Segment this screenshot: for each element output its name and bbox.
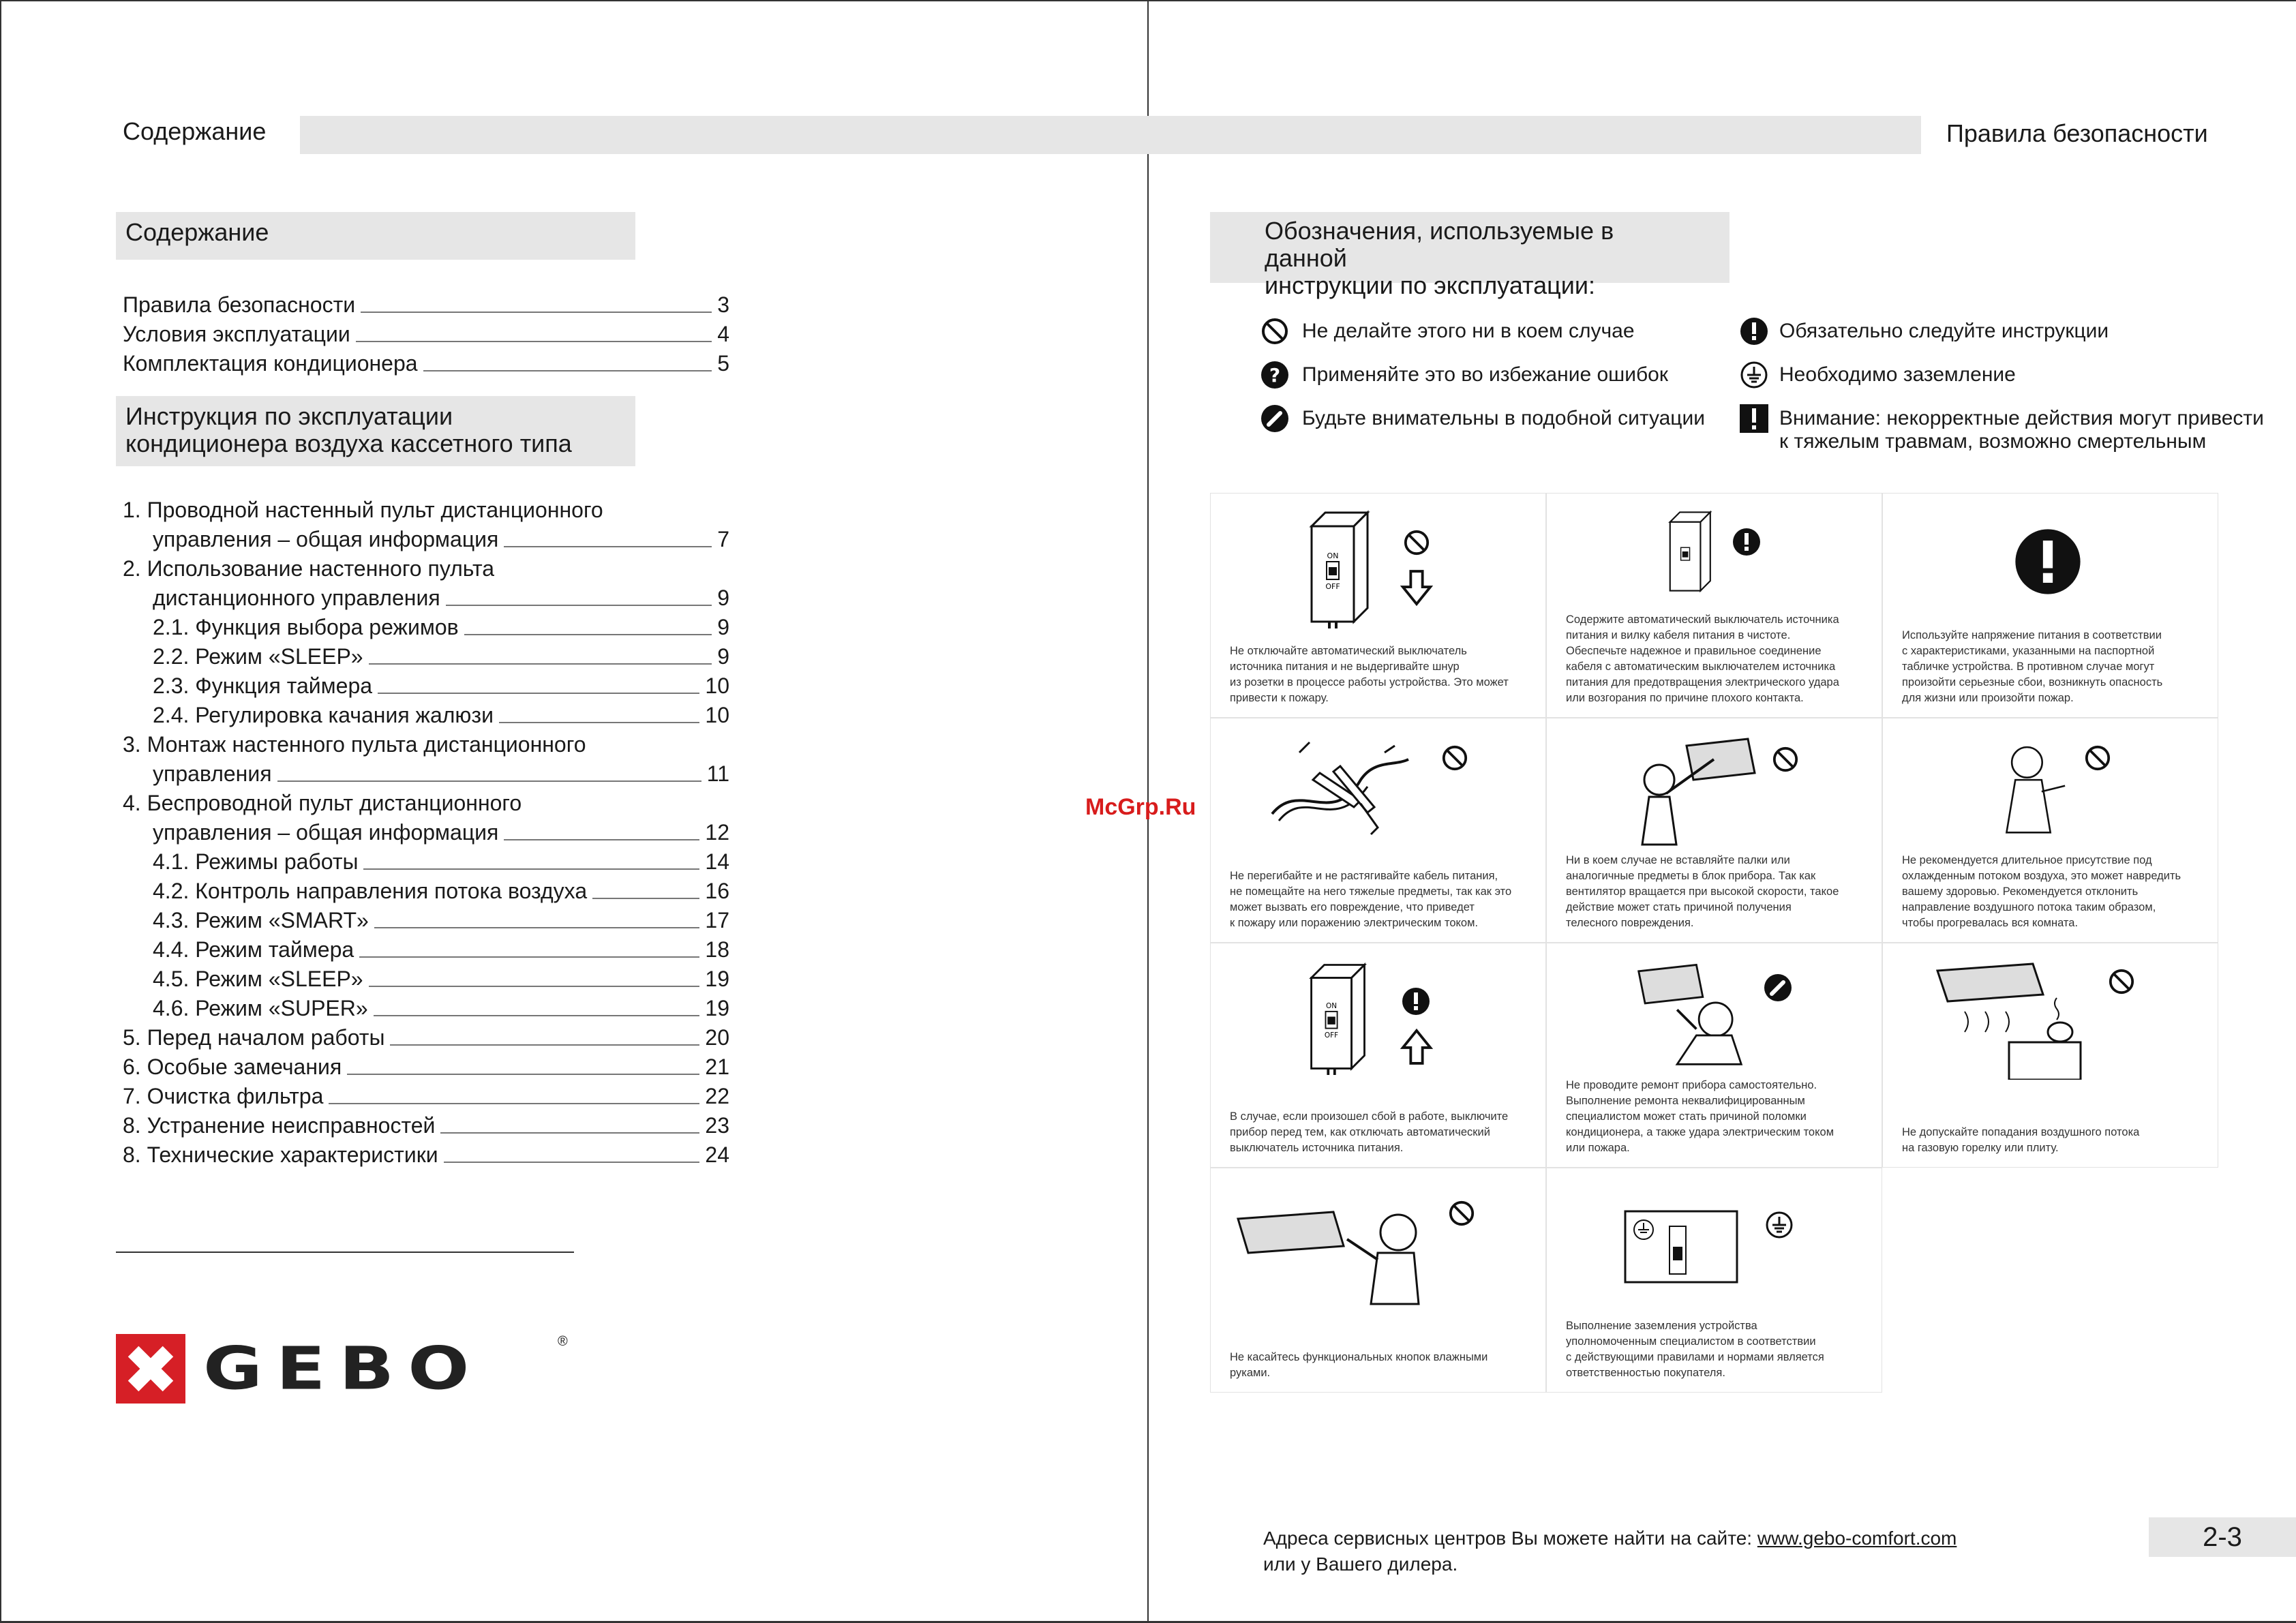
svg-text:?: ? [1269,364,1281,386]
legend-title-line2: инструкции по эксплуатации: [1265,271,1595,299]
toc-entry[interactable] [123,877,729,906]
grounded-switch-illustration [1623,1209,1739,1284]
cell-8-text: Не проводите ремонт прибора самостоятельно. Выполнение ремонта неквалифицированным специалистом может стать причиной поломки кондиционера, а также удара электрическим током или пожара. [1566,1079,1834,1154]
toc-entry-page: 18 [701,935,729,965]
footer-website-link[interactable]: www.gebo-comfort.com [1757,1528,1957,1549]
toc-entry[interactable] [123,1140,729,1170]
toc-entry-page: 22 [701,1082,729,1111]
toc-leader-line [374,1015,699,1016]
toc-leader-line [444,1162,699,1163]
gebo-wordmark: GEBO [203,1334,483,1404]
toc-entry-title: 2.3. Функция таймера [153,671,376,701]
page-number: 2-3 [2149,1517,2296,1557]
legend-attention-text: Будьте внимательны в подобной ситуации [1302,407,1705,429]
left-header-title: Содержание [123,117,267,145]
legend-title-box [1210,212,1729,299]
toc-leader-line [499,722,699,723]
legend-question-text: Применяйте это во избежание ошибок [1302,363,1668,386]
breaker-switch-illustration [1306,506,1374,628]
toc-entry-page: 10 [701,671,729,701]
svg-text:ON: ON [1326,1002,1338,1011]
toc-entry-page: 7 [713,525,729,554]
toc-leader-line [361,312,712,313]
toc-entry[interactable] [123,965,729,994]
toc-entry[interactable] [123,906,729,935]
toc-title-box [116,212,635,260]
toc-leader-line [504,839,699,840]
toc-entry-page: 23 [701,1111,729,1140]
toc-entry-page: 11 [703,759,729,789]
person-touching-unit-illustration [1231,1185,1422,1307]
toc-leader-line [390,1044,699,1046]
toc-entry-title: 7. Очистка фильтра [123,1082,327,1111]
legend-mandatory-text: Обязательно следуйте инструкции [1779,320,2109,342]
toc-entry-title: 2.1. Функция выбора режимов [153,613,463,642]
toc-entry-title: 1. Проводной настенный пульт дистанционного [123,496,607,525]
cell-6-text: Не рекомендуется длительное присутствие под охлажденным потоком воздуха, это может навредить вашему здоровью. Рекомендуется отклонить направление воздушного потока таким образом, чтобы прогревалась вся комната. [1902,854,2181,929]
breaker-switch-illustration [1306,957,1371,1076]
warning-icon [1740,404,1768,433]
prohibit-icon [1441,744,1468,772]
toc-entry[interactable] [123,320,729,349]
toc-entry[interactable] [123,730,729,759]
toc-entry[interactable] [123,525,729,554]
safety-cell-1 [1210,493,1546,718]
person-cold-air-illustration [1992,738,2074,840]
toc-entry[interactable] [123,671,729,701]
cell-11-text: Выполнение заземления устройства уполномоченным специалистом в соответствии с действующими правилами и нормами является ответственностью покупателя. [1566,1320,1824,1379]
logo-divider-line [116,1252,574,1253]
safety-cell-9 [1882,943,2218,1168]
toc-entry[interactable] [123,1111,729,1140]
legend-title-line1: Обозначения, используемые в данной [1265,217,1614,272]
prohibit-icon [1448,1200,1475,1227]
cell-3-text: Используйте напряжение питания в соответствии с характеристиками, указанными на паспортной табличке устройства. В противном случае могут произойти серьезные сбои, возникнуть опасность для жизни или произойти пожар. [1902,629,2163,704]
toc-leader-line [504,546,712,547]
safety-grid [1210,493,2219,1394]
legend-ground-text: Необходимо заземление [1779,363,2016,386]
toc-leader-line [329,1103,699,1104]
toc-entry-title: 8. Технические характеристики [123,1140,442,1170]
toc-leader-line [374,927,699,928]
footer-line1: Адреса сервисных центров Вы можете найти на сайте: www.gebo-comfort.com [1263,1528,1957,1549]
toc-entry[interactable] [123,818,729,847]
cell-9-text: Не допускайте попадания воздушного потока на газовую горелку или плиту. [1902,1126,2140,1154]
toc-entry[interactable] [123,789,729,818]
toc-entry[interactable] [123,1052,729,1082]
toc-leader-line [277,780,701,782]
safety-cell-10 [1210,1168,1546,1393]
toc-main-list [123,496,729,1170]
safety-cell-6 [1882,718,2218,943]
safety-cell-8 [1546,943,1882,1168]
breaker-switch-illustration [1666,507,1715,596]
toc-entry[interactable] [123,1082,729,1111]
toc-entry-page: 19 [701,965,729,994]
toc-entry-title: Комплектация кондиционера [123,349,422,378]
toc-entry[interactable] [123,701,729,730]
page-left-border [0,0,1,1623]
toc-title: Содержание [125,218,269,246]
toc-entry[interactable] [123,349,729,378]
toc-leader-line [356,341,712,342]
toc-entry[interactable] [123,994,729,1023]
toc-entry-page: 4 [713,320,729,349]
cell-5-text: Ни в коем случае не вставляйте палки или аналогичные предметы в блок прибора. Так как вентилятор вращается при высокой скорости, такое действие может стать причиной получения телесного повреждения. [1566,854,1839,929]
legend-warning-line1: Внимание: некорректные действия могут привести [1779,407,2264,429]
toc-leader-line [592,898,699,899]
toc-entry-page: 12 [701,818,729,847]
toc-entry-title: 5. Перед началом работы [123,1023,389,1052]
toc-entry-page: 21 [701,1052,729,1082]
toc-entry-title: Правила безопасности [123,290,359,320]
mandatory-large-icon [2014,528,2082,596]
ground-icon [1765,1211,1794,1239]
toc-entry-title: 6. Особые замечания [123,1052,346,1082]
legend-warning-text [1779,407,2264,453]
toc-entry-title: Условия эксплуатации [123,320,354,349]
toc-entry-title: 3. Монтаж настенного пульта дистанционного [123,730,590,759]
right-header-title: Правила безопасности [1946,119,2208,147]
prohibit-icon [1260,317,1289,346]
toc-entry[interactable] [123,554,729,583]
arrow-down-icon [1400,568,1433,608]
toc-entry-page: 9 [713,583,729,613]
footer-line2: или у Вашего дилера. [1263,1553,1458,1575]
toc-entry-title: управления [153,759,276,789]
toc-leader-line [446,605,712,606]
mandatory-icon [1740,317,1768,346]
toc-entry-title: 4.4. Режим таймера [153,935,358,965]
ground-icon [1740,361,1768,389]
toc-entry[interactable] [123,935,729,965]
section-box-instructions [116,396,635,466]
toc-leader-line [359,956,699,958]
gebo-cross-mark-icon [116,1334,185,1404]
toc-entry-page: 19 [701,994,729,1023]
toc-entry-page: 16 [701,877,729,906]
cell-10-text: Не касайтесь функциональных кнопок влажными руками. [1230,1351,1488,1379]
toc-leader-line [423,370,712,371]
attention-pencil-icon [1764,973,1792,1002]
cable-pliers-illustration [1258,739,1422,841]
prohibit-icon [2108,968,2135,995]
header-bar [300,116,1921,154]
cell-1-text: Не отключайте автоматический выключатель источника питания и не выдергивайте шнур из розетки в процессе работы устройства. Это может привести к пожару. [1230,645,1509,704]
unit-over-stove-illustration [1924,957,2087,1080]
toc-entry-page: 24 [701,1140,729,1170]
toc-entry-title: 2.4. Регулировка качания жалюзи [153,701,498,730]
toc-entry-page: 14 [701,847,729,877]
watermark: McGrp.Ru [1085,794,1196,820]
toc-entry-title: 2. Использование настенного пульта [123,554,498,583]
toc-leader-line [347,1074,699,1075]
toc-entry-title: управления – общая информация [153,818,502,847]
safety-cell-3 [1882,493,2218,718]
safety-cell-5 [1546,718,1882,943]
svg-text:OFF: OFF [1324,1031,1339,1040]
toc-leader-line [378,693,699,694]
toc-entry-title: 4.5. Режим «SLEEP» [153,965,367,994]
toc-entry-title: 4.6. Режим «SUPER» [153,994,372,1023]
toc-leader-line [369,986,699,987]
toc-entry-page: 9 [713,642,729,671]
toc-entry[interactable] [123,759,729,789]
toc-leader-line [369,663,712,665]
safety-cell-7 [1210,943,1546,1168]
toc-leader-line [363,868,699,870]
svg-text:OFF: OFF [1325,582,1340,591]
question-icon [1260,361,1289,389]
legend-prohibit-text: Не делайте этого ни в коем случае [1302,320,1635,342]
toc-entry[interactable] [123,1023,729,1052]
toc-entry-page: 17 [701,906,729,935]
arrow-up-icon [1400,1027,1433,1066]
cell-7-text: В случае, если произошел сбой в работе, выключите прибор перед тем, как отключать автоматический выключатель источника питания. [1230,1110,1509,1154]
cell-2-text: Содержите автоматический выключатель источника питания и вилку кабеля питания в чистоте. Обеспечьте надежное и правильное соединение кабеля с автоматическим выключателем источника питания для предотвращения электрического удара или возгорания по причине плохого контакта. [1566,613,1839,704]
toc-entry-title: управления – общая информация [153,525,502,554]
toc-entry-title: дистанционного управления [153,583,444,613]
toc-entry-page: 5 [713,349,729,378]
toc-entry[interactable] [123,847,729,877]
cell-4-text: Не перегибайте и не растягивайте кабель питания, не помещайте на него тяжелые предметы, так как это может вызвать его повреждение, что приведет к пожару или поражению электрическим током. [1230,870,1512,929]
safety-cell-11 [1546,1168,1882,1393]
toc-leader-line [464,634,712,635]
prohibit-icon [1772,746,1799,773]
mandatory-icon [1732,528,1761,556]
legend-warning-line2: к тяжелым травмам, возможно смертельным [1779,430,2207,453]
section-title-line1: Инструкция по эксплуатации [125,402,453,430]
attention-pencil-icon [1260,404,1289,433]
mandatory-icon [1402,987,1430,1016]
section-title-line2: кондиционера воздуха кассетного типа [125,429,572,457]
safety-cell-2 [1546,493,1882,718]
toc-entry-title: 4. Беспроводной пульт дистанционного [123,789,526,818]
toc-leader-line [440,1132,699,1134]
person-repair-illustration [1625,958,1755,1067]
registered-mark: ® [558,1334,568,1349]
toc-entry-title: 4.2. Контроль направления потока воздуха [153,877,591,906]
toc-entry-title: 8. Устранение неисправностей [123,1111,439,1140]
svg-text:ON: ON [1327,551,1339,560]
toc-entry-title: 2.2. Режим «SLEEP» [153,642,367,671]
safety-cell-4 [1210,718,1546,943]
toc-intro-list [123,290,729,378]
toc-entry[interactable] [123,583,729,613]
toc-entry[interactable] [123,642,729,671]
toc-entry-page: 10 [701,701,729,730]
gebo-logo [116,1334,579,1404]
toc-entry-page: 3 [713,290,729,320]
toc-entry[interactable] [123,496,729,525]
toc-entry-page: 9 [713,613,729,642]
toc-entry[interactable] [123,613,729,642]
toc-entry-title: 4.3. Режим «SMART» [153,906,373,935]
toc-entry[interactable] [123,290,729,320]
footer-service-text [1263,1526,1957,1577]
toc-entry-page: 20 [701,1023,729,1052]
person-stick-unit-illustration [1625,732,1762,848]
prohibit-icon [2084,744,2111,772]
toc-entry-title: 4.1. Режимы работы [153,847,362,877]
prohibit-icon [1403,529,1430,556]
